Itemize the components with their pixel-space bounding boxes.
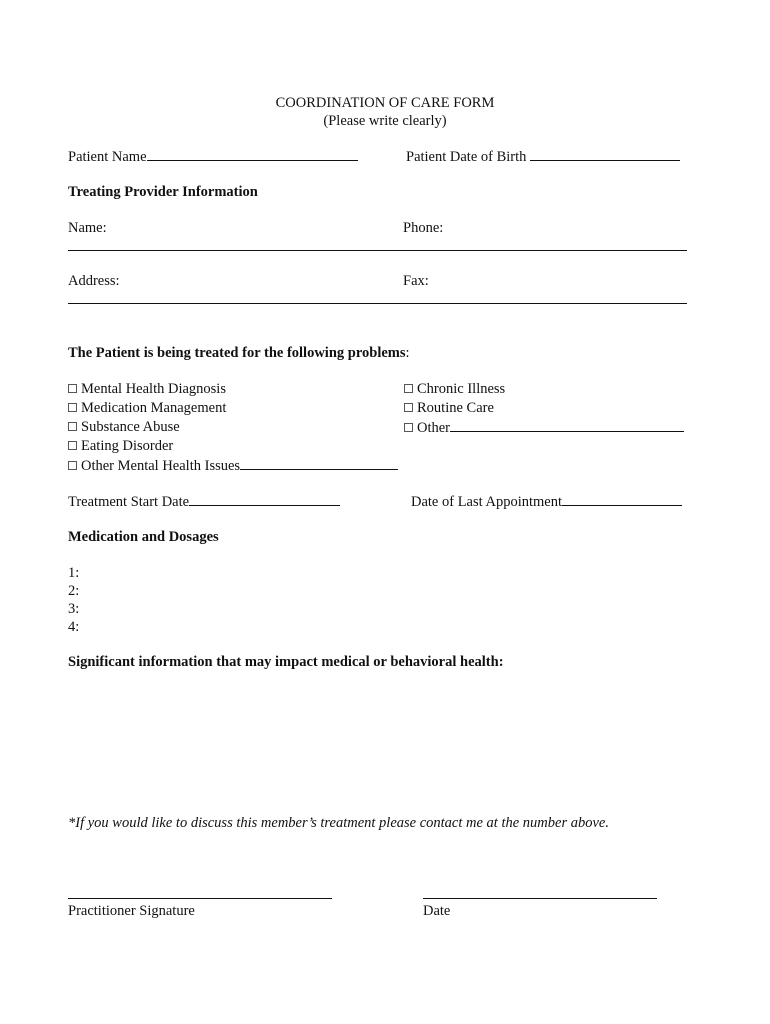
provider-name-phone-line[interactable] [68, 250, 687, 251]
other-mental-health-line[interactable] [240, 456, 398, 470]
medication-item-4[interactable]: 4: [68, 619, 80, 635]
checkbox-icon[interactable] [68, 422, 77, 431]
patient-name-line[interactable] [147, 147, 358, 161]
checkbox-icon[interactable] [68, 461, 77, 470]
checkbox-mental-health-diagnosis[interactable] [68, 380, 226, 398]
form-title: COORDINATION OF CARE FORM [275, 95, 495, 111]
last-appointment-field[interactable] [411, 492, 682, 511]
provider-heading: Treating Provider Information [68, 184, 258, 200]
patient-dob-label: Patient Date of Birth [406, 149, 527, 165]
checkbox-icon[interactable] [404, 403, 413, 412]
provider-phone-label: Phone: [403, 220, 444, 236]
medication-item-1[interactable]: 1: [68, 565, 80, 581]
signature-date-line[interactable] [423, 898, 657, 899]
checkbox-icon[interactable] [404, 423, 413, 432]
medication-item-2[interactable]: 2: [68, 583, 80, 599]
checkbox-icon[interactable] [404, 384, 413, 393]
form-subtitle: (Please write clearly) [323, 113, 447, 129]
checkbox-other[interactable] [404, 418, 684, 437]
other-line[interactable] [450, 418, 684, 432]
signature-date-label: Date [423, 903, 451, 919]
checkbox-icon[interactable] [68, 403, 77, 412]
last-appointment-line[interactable] [562, 492, 682, 506]
patient-dob-field[interactable] [406, 147, 680, 166]
checkbox-substance-abuse[interactable] [68, 418, 180, 436]
medications-heading: Medication and Dosages [68, 529, 219, 545]
significant-info-heading: Significant information that may impact medical or behavioral health: [68, 654, 504, 670]
checkbox-label: Mental Health Diagnosis [81, 381, 226, 397]
patient-name-field[interactable] [68, 147, 358, 166]
provider-name-label: Name: [68, 220, 107, 236]
checkbox-label: Chronic Illness [417, 381, 506, 397]
provider-address-fax-line[interactable] [68, 303, 687, 304]
last-appointment-label: Date of Last Appointment [411, 494, 563, 510]
checkbox-label: Routine Care [417, 400, 494, 416]
treatment-start-label: Treatment Start Date [68, 494, 190, 510]
practitioner-signature-label: Practitioner Signature [68, 903, 195, 919]
patient-name-label: Patient Name [68, 149, 147, 165]
checkbox-label: Other [417, 420, 451, 436]
problems-heading-colon: : [405, 345, 410, 361]
checkbox-label: Medication Management [81, 400, 227, 416]
checkbox-routine-care[interactable] [404, 399, 494, 417]
checkbox-label: Eating Disorder [81, 438, 174, 454]
patient-dob-line[interactable] [530, 147, 680, 161]
checkbox-icon[interactable] [68, 441, 77, 450]
medication-item-3[interactable]: 3: [68, 601, 80, 617]
problems-heading-text: The Patient is being treated for the following problems [68, 345, 406, 361]
checkbox-eating-disorder[interactable] [68, 437, 173, 455]
checkbox-other-mental-health[interactable] [68, 456, 398, 475]
provider-fax-label: Fax: [403, 273, 429, 289]
checkbox-label: Other Mental Health Issues [81, 458, 241, 474]
practitioner-signature-line[interactable] [68, 898, 332, 899]
contact-note: *If you would like to discuss this member’s treatment please contact me at the number above. [68, 815, 609, 831]
checkbox-chronic-illness[interactable] [404, 380, 505, 398]
checkbox-label: Substance Abuse [81, 419, 180, 435]
treatment-start-field[interactable] [68, 492, 340, 511]
provider-address-label: Address: [68, 273, 120, 289]
checkbox-icon[interactable] [68, 384, 77, 393]
problems-heading [68, 344, 410, 362]
checkbox-medication-management[interactable] [68, 399, 226, 417]
treatment-start-line[interactable] [189, 492, 340, 506]
